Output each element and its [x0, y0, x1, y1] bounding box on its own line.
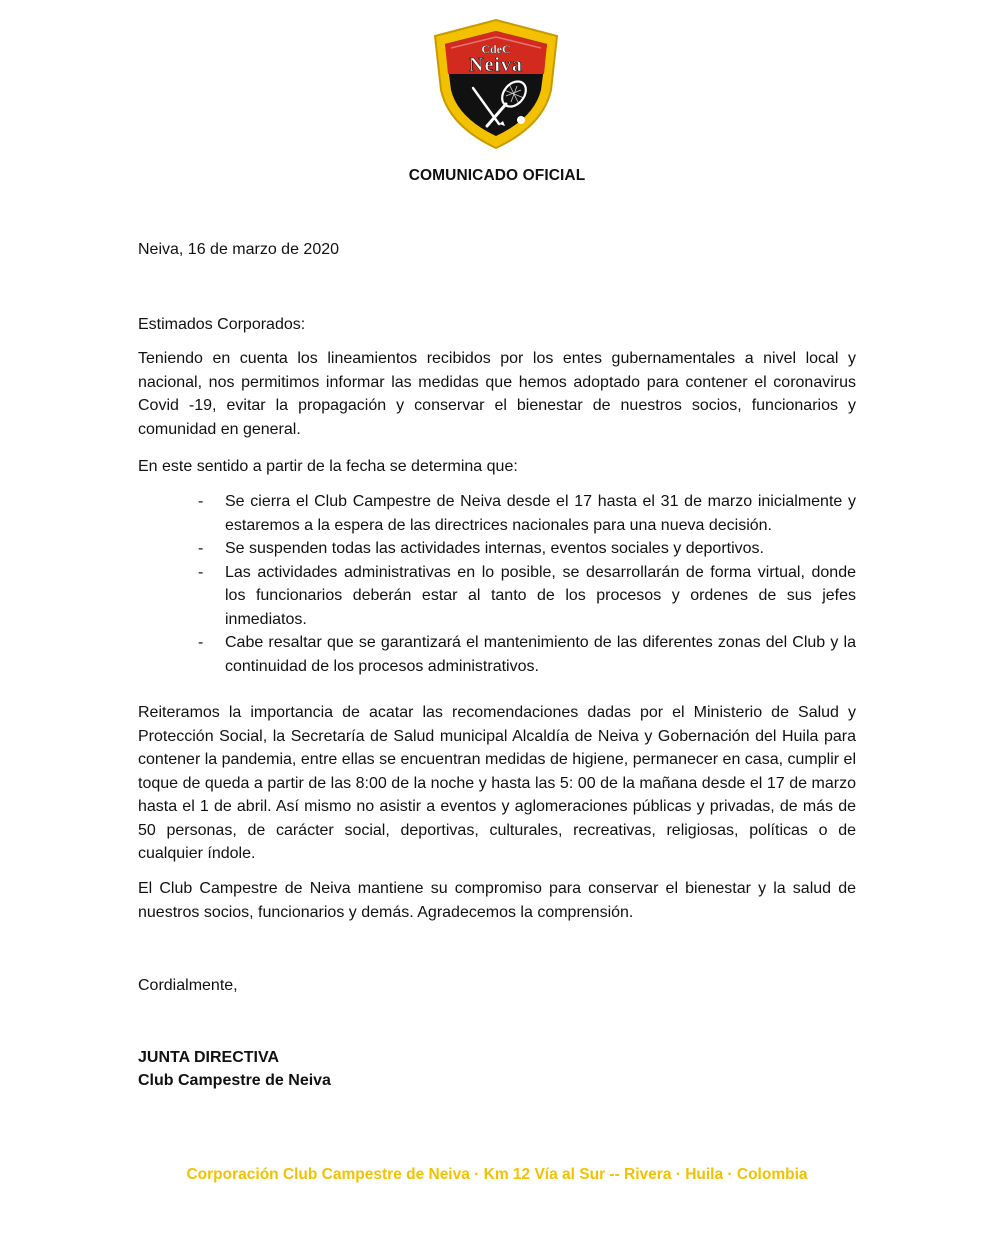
list-item [138, 561, 856, 632]
list-item-text: Las actividades administrativas en lo posible, se desarrollarán de forma virtual, donde los funcionarios deberán estar al tanto de los procesos y ordenes de sus jefes inmediatos. [225, 563, 856, 628]
list-bullet: - [198, 540, 204, 557]
signature-line-1: JUNTA DIRECTIVA [138, 1049, 280, 1066]
logo-monogram: CdeC [481, 42, 511, 56]
letter-greeting: Estimados Corporados: [138, 316, 306, 333]
letter-closing: Cordialmente, [138, 977, 238, 994]
intro-paragraph: Teniendo en cuenta los lineamientos recibidos por los entes gubernamentales a nivel local y nacional, nos permitimos informar las medidas que hemos adoptado para contener el coronavirus Covid -19, evitar la propagación y conservar el bienestar de nuestros socios, funcionarios y comunidad en general. [138, 350, 856, 438]
recommendations-paragraph: Reiteramos la importancia de acatar las recomendaciones dadas por el Ministerio de Salud y Protección Social, la Secretaría de Salud municipal Alcaldía de Neiva y Gobernación del Huila para contener la pandemia, entre ellas se encuentran medidas de higiene, permanecer en casa, cumplir el toque de queda a partir de las 8:00 de la noche y hasta las 5: 00 de la mañana desde el 17 de marzo hasta el 1 de abril. Así mismo no asistir a eventos y aglomeraciones públicas y privadas, de más de 50 personas, de carácter social, deportivas, culturales, recreativas, religiosas, políticas o de cualquier índole. [138, 704, 856, 862]
document-title: COMUNICADO OFICIAL [408, 167, 586, 184]
measures-intro-paragraph: En este sentido a partir de la fecha se determina que: [138, 458, 518, 475]
commitment-paragraph: El Club Campestre de Neiva mantiene su compromiso para conservar el bienestar y la salud de nuestros socios, funcionarios y demás. Agradecemos la comprensión. [138, 880, 856, 921]
letter-date: Neiva, 16 de marzo de 2020 [138, 241, 340, 258]
list-item [138, 490, 856, 537]
page-footer: Corporación Club Campestre de Neiva · Km 12 Vía al Sur -- Rivera · Huila · Colombia [186, 1166, 808, 1183]
logo-name: Neiva [469, 54, 523, 76]
list-item [138, 537, 856, 561]
list-bullet: - [198, 493, 204, 510]
signature-line-2: Club Campestre de Neiva [138, 1072, 331, 1089]
measures-list [138, 490, 856, 678]
list-item-text: Se suspenden todas las actividades internas, eventos sociales y deportivos. [225, 540, 764, 557]
golf-ball-icon [517, 116, 525, 124]
list-item-text: Se cierra el Club Campestre de Neiva desde el 17 hasta el 31 de marzo inicialmente y estaremos a la espera de las directrices nacionales para una nueva decisión. [225, 493, 856, 534]
list-bullet: - [198, 634, 204, 651]
club-logo [431, 18, 561, 152]
list-item-text: Cabe resaltar que se garantizará el mantenimiento de las diferentes zonas del Club y la continuidad de los procesos administrativos. [225, 634, 856, 675]
list-item [138, 631, 856, 678]
list-bullet: - [198, 563, 204, 581]
